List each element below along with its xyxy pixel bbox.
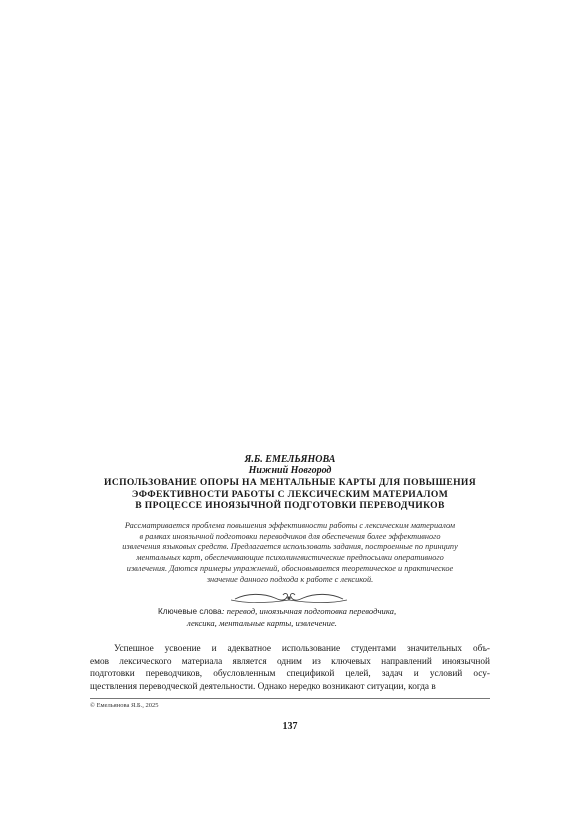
copyright-note: © Емельянова Я.Б., 2025 xyxy=(90,702,159,709)
keywords xyxy=(158,606,458,629)
body-line: емов лексического материала является одним из ключевых направлений иноязычной xyxy=(90,656,490,667)
body-line: подготовки переводчиков, обусловленным спецификой целей, задач и условий осу- xyxy=(90,669,490,679)
abstract-line: Рассматривается проблема повышения эффективности работы с лексическим материалом xyxy=(124,521,456,530)
keywords-text: : перевод, иноязычная подготовка переводчика, xyxy=(221,606,397,616)
body-line: ществления переводческой деятельности. Однако нередко возникают ситуации, когда в xyxy=(90,681,436,692)
author-name: Я.Б. ЕМЕЛЬЯНОВА xyxy=(244,454,336,465)
author-city: Нижний Новгород xyxy=(248,465,332,476)
title-line: В ПРОЦЕССЕ ИНОЯЗЫЧНОЙ ПОДГОТОВКИ ПЕРЕВОДЧИКОВ xyxy=(135,500,445,511)
keywords-label: Ключевые слова xyxy=(158,607,222,616)
abstract-line: в рамках иноязычной подготовки переводчиков для обеспечения более эффективного xyxy=(139,531,441,541)
footnote-rule xyxy=(90,698,490,699)
ornament-divider-icon xyxy=(229,591,349,605)
abstract-line: значение данного подхода к работе с лексикой. xyxy=(206,574,374,584)
title-line: ИСПОЛЬЗОВАНИЕ ОПОРЫ НА МЕНТАЛЬНЫЕ КАРТЫ ДЛЯ ПОВЫШЕНИЯ xyxy=(104,477,476,488)
keywords-text: лексика, ментальные карты, извлечение. xyxy=(187,617,337,628)
body-line: Успешное усвоение и адекватное использование студентами значительных объ- xyxy=(114,644,490,654)
body-text xyxy=(90,643,490,693)
page-number: 137 xyxy=(282,721,298,732)
abstract-line: извлечения языковых средств. Предлагается использовать задания, построенные по принципу xyxy=(122,542,458,552)
article-title xyxy=(80,477,500,512)
abstract-line: ментальных карт, обеспечивающие психолингвистические предпосылки оперативного xyxy=(136,553,444,563)
abstract-line: извлечения. Даются примеры упражнений, обосновывается теоретическое и практическое xyxy=(126,563,454,573)
title-line: ЭФФЕКТИВНОСТИ РАБОТЫ С ЛЕКСИЧЕСКИМ МАТЕРИАЛОМ xyxy=(131,488,449,500)
abstract xyxy=(92,521,488,585)
